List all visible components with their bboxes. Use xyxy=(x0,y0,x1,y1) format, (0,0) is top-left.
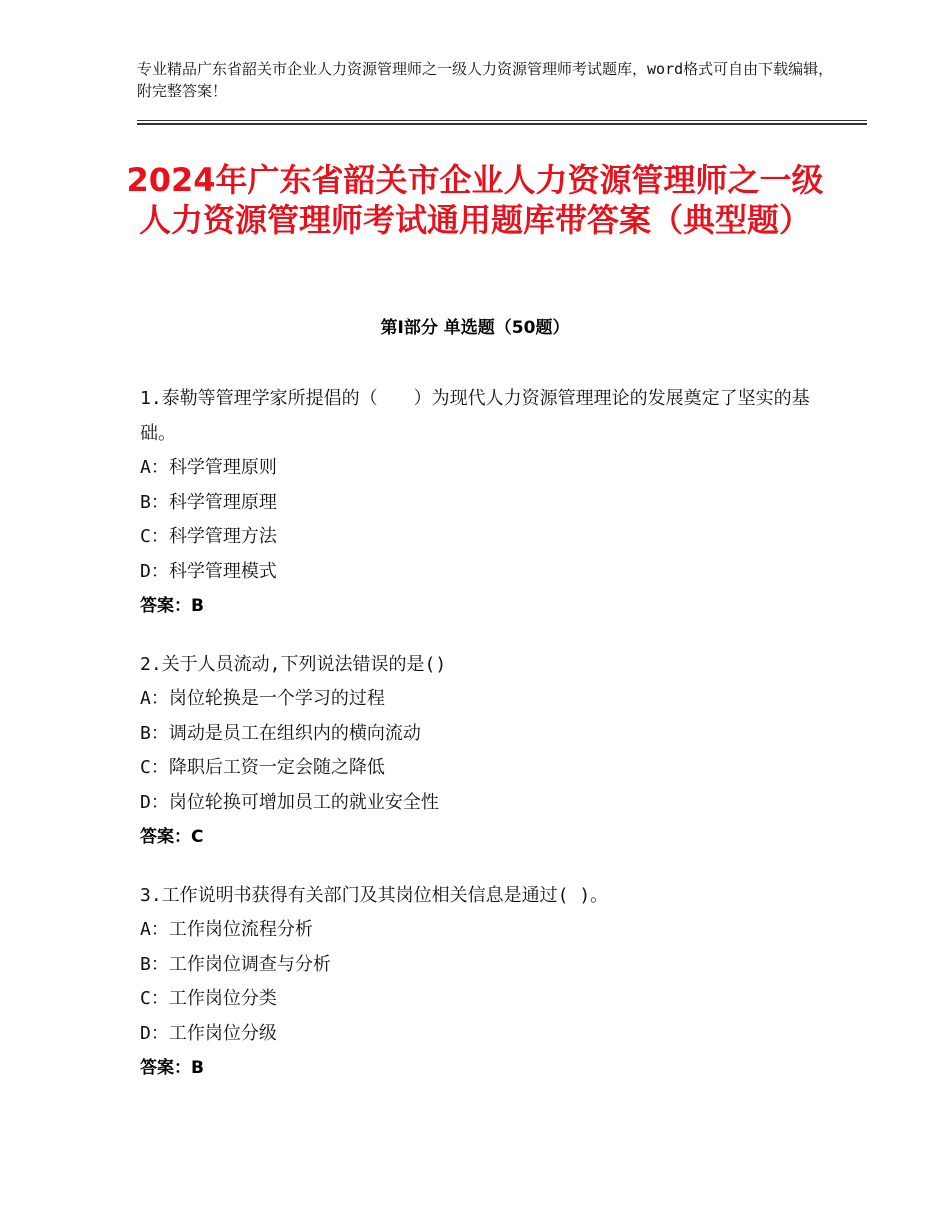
section-title: 第Ⅰ部分 单选题（50题） xyxy=(380,318,570,338)
question-1 xyxy=(140,382,820,624)
option-b: B：工作岗位调查与分析 xyxy=(140,953,331,975)
question-3 xyxy=(140,879,820,1086)
header-divider-thin xyxy=(137,120,867,121)
header-note: 专业精品广东省韶关市企业人力资源管理师之一级人力资源管理师考试题库，word格式可自由下载编辑，附完整答案！ xyxy=(137,60,834,100)
question-2 xyxy=(140,648,820,855)
option-a: A：工作岗位流程分析 xyxy=(140,919,313,940)
option-c: C：降职后工资一定会随之降低 xyxy=(140,757,385,778)
document-title: 2024年广东省韶关市企业人力资源管理师之一级人力资源管理师考试通用题库带答案（典型题） xyxy=(126,161,824,239)
option-d: D：科学管理模式 xyxy=(140,560,277,582)
header-divider-thick xyxy=(137,123,867,125)
option-a: A：岗位轮换是一个学习的过程 xyxy=(140,688,385,709)
question-stem: 3.工作说明书获得有关部门及其岗位相关信息是通过( )。 xyxy=(140,884,609,906)
question-list xyxy=(140,382,820,1110)
option-b: B：科学管理原理 xyxy=(140,491,277,513)
option-d: D：工作岗位分级 xyxy=(140,1022,277,1044)
question-stem: 2.关于人员流动,下列说法错误的是() xyxy=(140,653,447,675)
answer: 答案：B xyxy=(140,596,204,616)
answer: 答案：C xyxy=(140,827,204,847)
option-c: C：科学管理方法 xyxy=(140,526,277,547)
question-stem: 1.泰勒等管理学家所提倡的（ ）为现代人力资源管理理论的发展奠定了坚实的基础。 xyxy=(140,388,810,444)
option-a: A：科学管理原则 xyxy=(140,457,277,478)
option-d: D：岗位轮换可增加员工的就业安全性 xyxy=(140,791,439,813)
option-b: B：调动是员工在组织内的横向流动 xyxy=(140,722,421,744)
answer: 答案：B xyxy=(140,1058,204,1078)
option-c: C：工作岗位分类 xyxy=(140,988,277,1009)
